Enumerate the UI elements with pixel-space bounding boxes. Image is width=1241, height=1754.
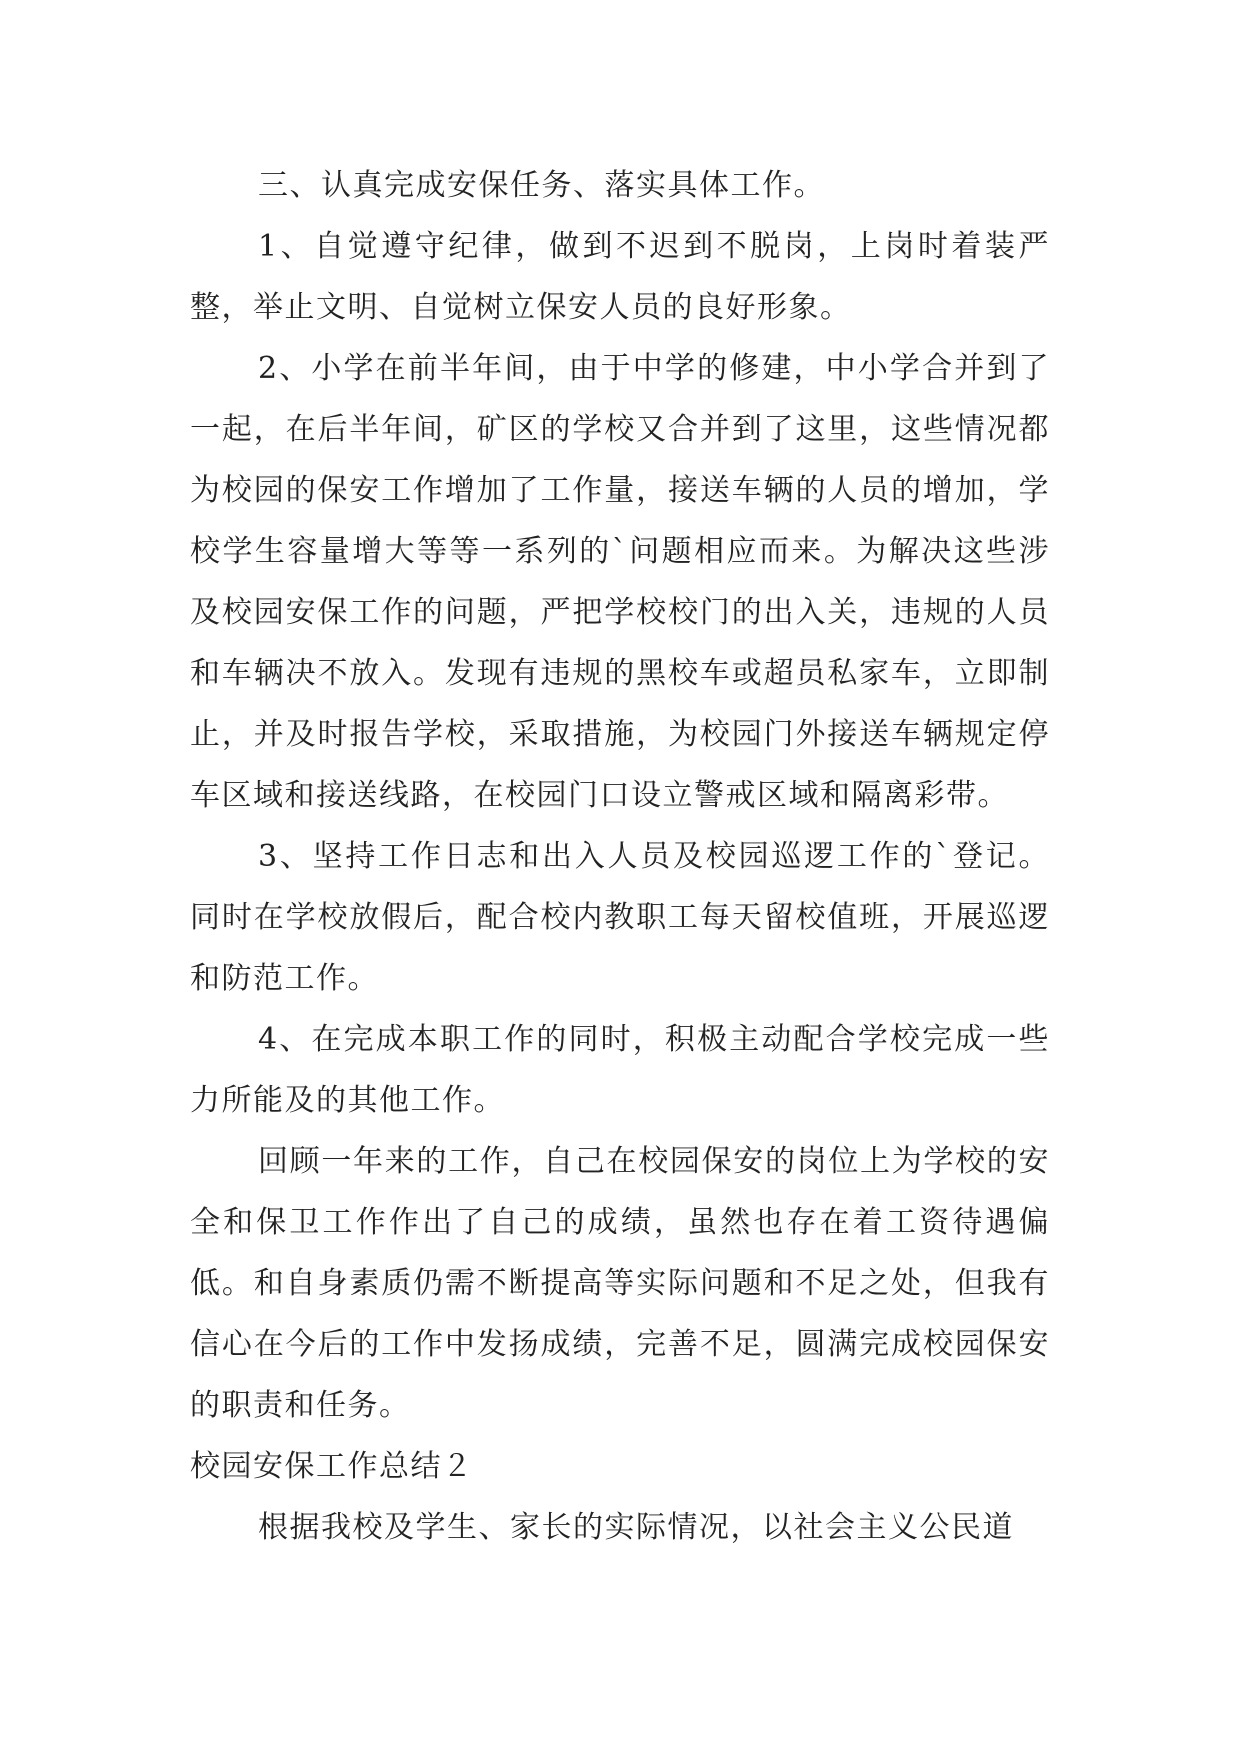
paragraph-item-2: 2、小学在前半年间，由于中学的修建，中小学合并到了一起，在后半年间，矿区的学校又合并到了这里，这些情况都为校园的保安工作增加了工作量，接送车辆的人员的增加，学校学生容量增大等等一系列的`问题相应而来。为解决这些涉及校园安保工作的问题，严把学校校门的出入关，违规的人员和车辆决不放入。发现有违规的黑校车或超员私家车，立即制止，并及时报告学校，采取措施，为校园门外接送车辆规定停车区域和接送线路，在校园门口设立警戒区域和隔离彩带。	[190, 351, 1050, 813]
section-heading: 校园安保工作总结２	[190, 1449, 474, 1484]
paragraph-item-3: 3、坚持工作日志和出入人员及校园巡逻工作的`登记。同时在学校放假后，配合校内教职工每天留校值班，开展巡逻和防范工作。	[190, 839, 1050, 996]
paragraph-review: 回顾一年来的工作，自己在校园保安的岗位上为学校的安全和保卫工作作出了自己的成绩，虽然也存在着工资待遇偏低。和自身素质仍需不断提高等实际问题和不足之处，但我有信心在今后的工作中发扬成绩，完善不足，圆满完成校园保安的职责和任务。	[190, 1144, 1050, 1423]
paragraph-item-1: 1、自觉遵守纪律，做到不迟到不脱岗，上岗时着装严整，举止文明、自觉树立保安人员的良好形象。	[190, 229, 1050, 325]
paragraph-item-4: 4、在完成本职工作的同时，积极主动配合学校完成一些力所能及的其他工作。	[190, 1022, 1050, 1118]
paragraph-closing: 根据我校及学生、家长的实际情况，以社会主义公民道	[258, 1510, 1014, 1545]
paragraph-section-three-title: 三、认真完成安保任务、落实具体工作。	[258, 168, 825, 203]
document-body	[190, 155, 1050, 1558]
